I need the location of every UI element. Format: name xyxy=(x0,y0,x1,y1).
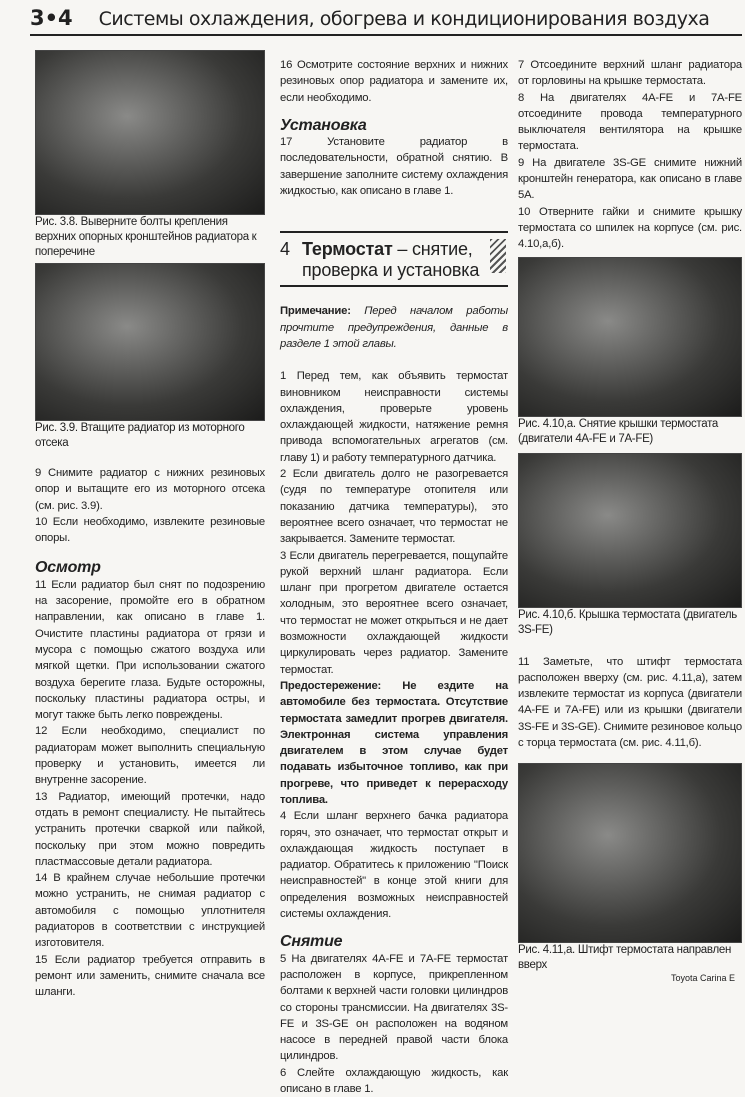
paragraph-15: 15 Если радиатор требуется отправить в ремонт или заменить, снимите сначала все шланги. xyxy=(35,953,265,999)
paragraph-1: 1 Перед тем, как объявить термостат виновником неисправности системы охлаждения, проверьте уровень охлаждающей жидкости, натяжение ремня привода вспомогательных агрегатов (см. главу 1) и работу температурного датчика. xyxy=(280,370,508,464)
paragraph-11: 11 Если радиатор был снят по подозрению на засорение, промойте его в обратном направлении, как описано в главе 1. Очистите пластины радиатора от грязи и мусора с помощью сжатого воздуха или мягкой щетки. При использовании сжатого воздуха берегите глаза. Будьте осторожны, поскольку пластины радиатора остры, и могут также быть легко повреждены. xyxy=(35,578,265,722)
caption-fig-4-10a: Рис. 4.10,а. Снятие крышки термостата (двигатели 4A-FE и 7A-FE) xyxy=(518,417,719,445)
paragraph-13: 13 Радиатор, имеющий протечки, надо отдать в ремонт специалисту. Не пытайтесь устранить протечки сваркой или пайкой, поскольку при этом можно повредить пластмассовые детали радиатора. xyxy=(35,790,265,868)
section-title-bold: Термостат xyxy=(302,239,393,260)
paragraph-4: 4 Если шланг верхнего бачка радиатора горяч, это означает, что термостат открыт и охлаждающая жидкость поступает в радиатор. Обратитесь к приложению "Поиск неисправностей" в конце этой книги для определения возможных неисправностей системы охлаждения. xyxy=(280,810,508,921)
paragraph-14: 14 В крайнем случае небольшие протечки можно устранить, не снимая радиатор с автомобиля с помощью уплотнителя радиаторов в соответствии с инструкцией изготовителя. xyxy=(35,872,265,950)
photo-fig-3-9 xyxy=(35,263,265,421)
caption-fig-3-9: Рис. 3.9. Втащите радиатор из моторного отсека xyxy=(35,422,245,449)
paragraph-3: 3 Если двигатель перегревается, пощупайте рукой верхний шланг радиатора. Если шланг при прогретом двигателе остается холодным, это вероятнее всего означает, что термостат не может открыться и не дает возможности охлаждающей жидкости циркулировать через радиатор. Замените термостат. xyxy=(280,549,508,676)
note xyxy=(280,303,508,352)
paragraph-2: 2 Если двигатель долго не разогревается (судя по температуре отопителя или показанию датчика температуры), это вероятнее всего означает, что термостат не закрывается. Замените термостат. xyxy=(280,468,508,546)
photo-fig-4-10b xyxy=(518,453,742,608)
heading-removal: Снятие xyxy=(280,933,343,951)
page-header xyxy=(30,6,742,36)
note-text: Перед началом работы прочтите предупреждения, данные в разделе 1 этой главы. xyxy=(280,305,508,350)
photo-fig-3-8 xyxy=(35,50,265,215)
caption-fig-3-8: Рис. 3.8. Выверните болты крепления верхних опорных кронштейнов радиатора к поперечине xyxy=(35,216,257,258)
caption-fig-4-11a: Рис. 4.11,а. Штифт термостата направлен вверх xyxy=(518,944,732,972)
section-number: 4 xyxy=(280,239,290,260)
column-3 xyxy=(518,57,742,973)
column-2 xyxy=(280,57,508,1097)
footer-book-title: Toyota Carina E xyxy=(670,973,735,983)
section-title-line2: проверка и установка xyxy=(302,260,480,281)
paragraph-6: 6 Слейте охлаждающую жидкость, как описано в главе 1. xyxy=(280,1066,508,1096)
paragraph-12: 12 Если необходимо, специалист по радиаторам может выполнить специальную проверку и установить, имеется ли внутренне засорение. xyxy=(35,725,265,787)
paragraph-16: 16 Осмотрите состояние верхних и нижних резиновых опор радиатора и замените их, если необходимо. xyxy=(280,59,508,104)
caption-fig-4-10b: Рис. 4.10,б. Крышка термостата (двигатель 3S-FE) xyxy=(518,608,737,636)
tools-difficulty-icon xyxy=(490,239,506,273)
note-label: Примечание: xyxy=(280,305,351,318)
paragraph-10: 10 Если необходимо, извлеките резиновые опоры. xyxy=(35,515,265,545)
chapter-title: Системы охлаждения, обогрева и кондиционирования воздуха xyxy=(98,8,710,30)
paragraph-8: 8 На двигателях 4A-FE и 7A-FE отсоедините провода температурного выключателя вентилятора на крышке термостата. xyxy=(518,91,742,153)
column-1 xyxy=(35,50,265,1001)
paragraph-9: 9 Снимите радиатор с нижних резиновых опор и вытащите его из моторного отсека (см. рис. 3.9). xyxy=(35,467,265,512)
heading-inspection: Осмотр xyxy=(35,559,101,577)
photo-fig-4-10a xyxy=(518,257,742,417)
page-number: 3•4 xyxy=(30,6,73,30)
paragraph-11: 11 Заметьте, что штифт термостата расположен вверху (см. рис. 4.11,а), затем извлеките термостат из корпуса (двигатели 4A-FE и 7A-FE) или из крышки (двигатели 3S-FE и 3S-GE). Снимите резиновое кольцо с торца термостата (см. рис. 4.11,б). xyxy=(518,655,742,750)
section-title-rest: – снятие, xyxy=(392,239,473,260)
section-heading xyxy=(280,231,508,287)
paragraph-9: 9 На двигателе 3S-GE снимите нижний кронштейн генератора, как описано в главе 5А. xyxy=(518,156,742,202)
paragraph-5: 5 На двигателях 4A-FE и 7A-FE термостат расположен в корпусе, прикрепленном болтами к верхней части головки цилиндров со стороны трансмиссии. На двигателях 3S-FE и 3S-GE он расположен на водяном насосе в передней правой части блока цилиндров. xyxy=(280,952,508,1063)
warning: Предостережение: Не ездите на автомобиле без термостата. Отсутствие термостата замедлит прогрев двигателя. Электронная система управления двигателем в этом случае будет подавать избыточное топливо, как при прогреве, что приведет к перерасходу топлива. xyxy=(280,679,508,806)
paragraph-17: 17 Установите радиатор в последовательности, обратной снятию. В завершение заполните систему охлаждения жидкостью, как описано в главе 1. xyxy=(280,136,508,198)
heading-installation: Установка xyxy=(280,116,367,134)
paragraph-7: 7 Отсоедините верхний шланг радиатора от горловины на крышке термостата. xyxy=(518,59,742,88)
photo-fig-4-11a xyxy=(518,763,742,943)
paragraph-10: 10 Отверните гайки и снимите крышку термостата со шпилек на корпусе (см. рис. 4.10,а,б). xyxy=(518,205,742,251)
